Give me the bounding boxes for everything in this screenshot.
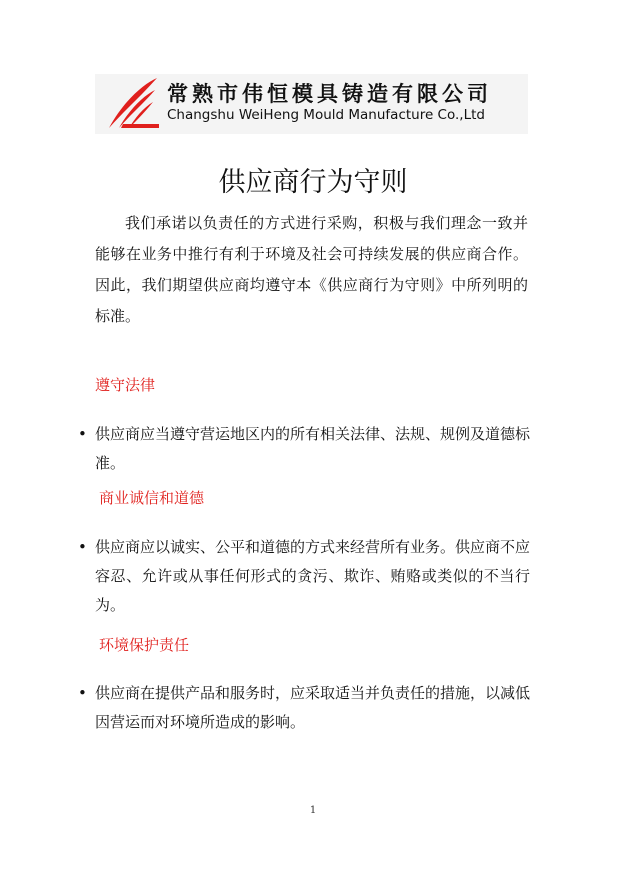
- bullet-dot: •: [78, 538, 87, 556]
- company-name-cn: 常熟市伟恒模具铸造有限公司: [167, 82, 492, 106]
- page-number: 1: [309, 805, 317, 816]
- list-item: [78, 533, 530, 620]
- bullet-dot: •: [78, 425, 87, 443]
- section-heading-environment: 环境保护责任: [99, 636, 190, 654]
- list-item: [78, 679, 530, 737]
- section-heading-legal: 遵守法律: [95, 376, 156, 394]
- red-wing-logo-icon: [103, 76, 159, 130]
- intro-paragraph: 我们承诺以负责任的方式进行采购，积极与我们理念一致并能够在业务中推行有利于环境及社会可持续发展的供应商合作。因此，我们期望供应商均遵守本《供应商行为守则》中所列明的标准。: [95, 214, 528, 325]
- list-item-text: 供应商应以诚实、公平和道德的方式来经营所有业务。供应商不应容忍、允许或从事任何形式的贪污、欺诈、贿赂或类似的不当行为。: [95, 538, 531, 614]
- list-item-text: 供应商在提供产品和服务时，应采取适当并负责任的措施，以减低因营运而对环境所造成的影响。: [95, 684, 531, 731]
- list-item-text: 供应商应当遵守营运地区内的所有相关法律、法规、规例及道德标准。: [95, 425, 531, 472]
- company-header: [95, 74, 528, 134]
- list-item: [78, 420, 530, 478]
- company-name-en: Changshu WeiHeng Mould Manufacture Co.,Ltd: [167, 107, 485, 123]
- section-heading-integrity: 商业诚信和道德: [99, 489, 205, 507]
- document-title: 供应商行为守则: [218, 167, 408, 198]
- bullet-dot: •: [78, 684, 87, 702]
